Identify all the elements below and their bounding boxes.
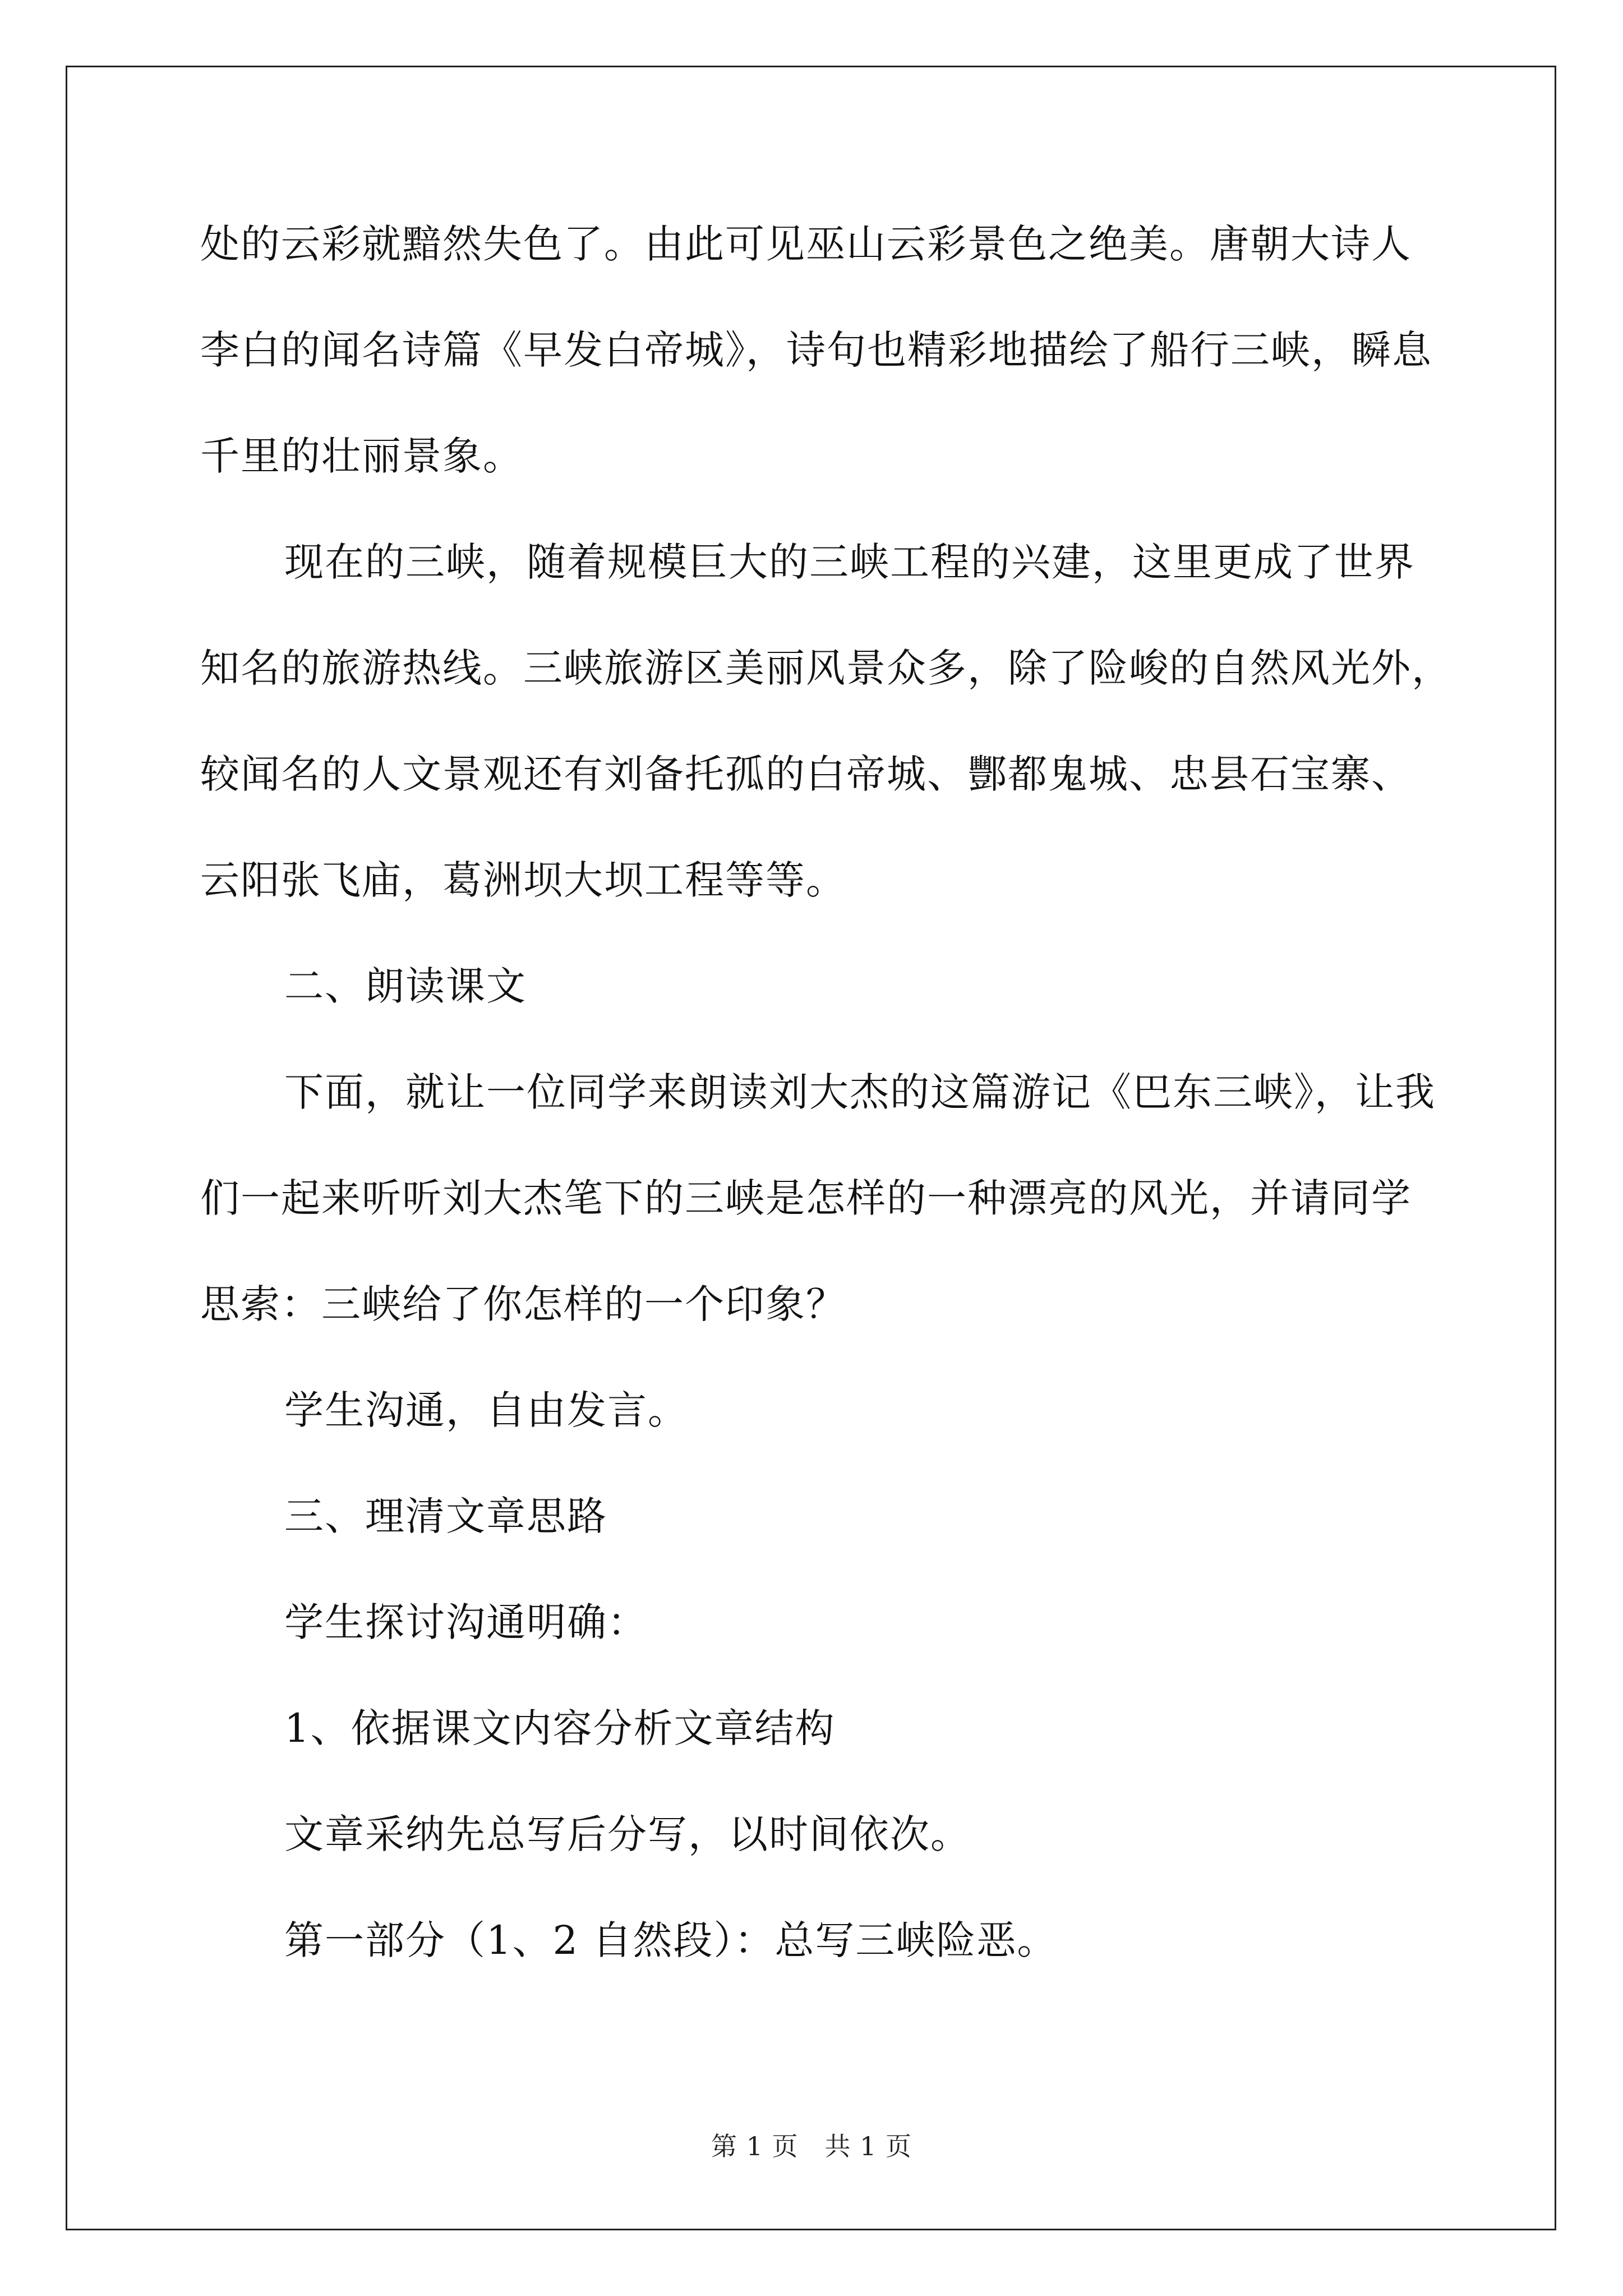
page-number-footer: 第 1 页 共 1 页	[711, 2131, 912, 2161]
text-line: 们一起来听听刘大杰笔下的三峡是怎样的一种漂亮的风光，并请同学	[200, 1175, 1412, 1221]
section-heading: 二、朗读课文	[284, 963, 527, 1009]
text-line: 第一部分（1、2 自然段）：总写三峡险恶。	[284, 1917, 1058, 1963]
section-heading: 三、理清文章思路	[284, 1493, 607, 1539]
text-line: 较闻名的人文景观还有刘备托孤的白帝城、酆都鬼城、忠县石宝寨、	[200, 751, 1412, 797]
text-line: 学生探讨沟通明确：	[284, 1599, 648, 1645]
text-line: 学生沟通，自由发言。	[284, 1387, 688, 1433]
text-line: 知名的旅游热线。三峡旅游区美丽风景众多，除了险峻的自然风光外，	[200, 645, 1452, 691]
text-line: 下面，就让一位同学来朗读刘大杰的这篇游记《巴东三峡》，让我	[284, 1069, 1436, 1115]
list-item: 1、依据课文内容分析文章结构	[284, 1705, 836, 1751]
text-line: 处的云彩就黯然失色了。由此可见巫山云彩景色之绝美。唐朝大诗人	[200, 221, 1412, 267]
text-line: 千里的壮丽景象。	[200, 433, 523, 479]
text-line: 文章采纳先总写后分写，以时间依次。	[284, 1811, 971, 1857]
text-line: 云阳张飞庙，葛洲坝大坝工程等等。	[200, 857, 846, 903]
text-line: 现在的三峡，随着规模巨大的三峡工程的兴建，这里更成了世界	[284, 539, 1415, 585]
text-line: 李白的闻名诗篇《早发白帝城》，诗句也精彩地描绘了船行三峡，瞬息	[200, 327, 1432, 373]
text-line: 思索：三峡给了你怎样的一个印象？	[200, 1281, 846, 1327]
page-border	[66, 66, 1556, 2230]
